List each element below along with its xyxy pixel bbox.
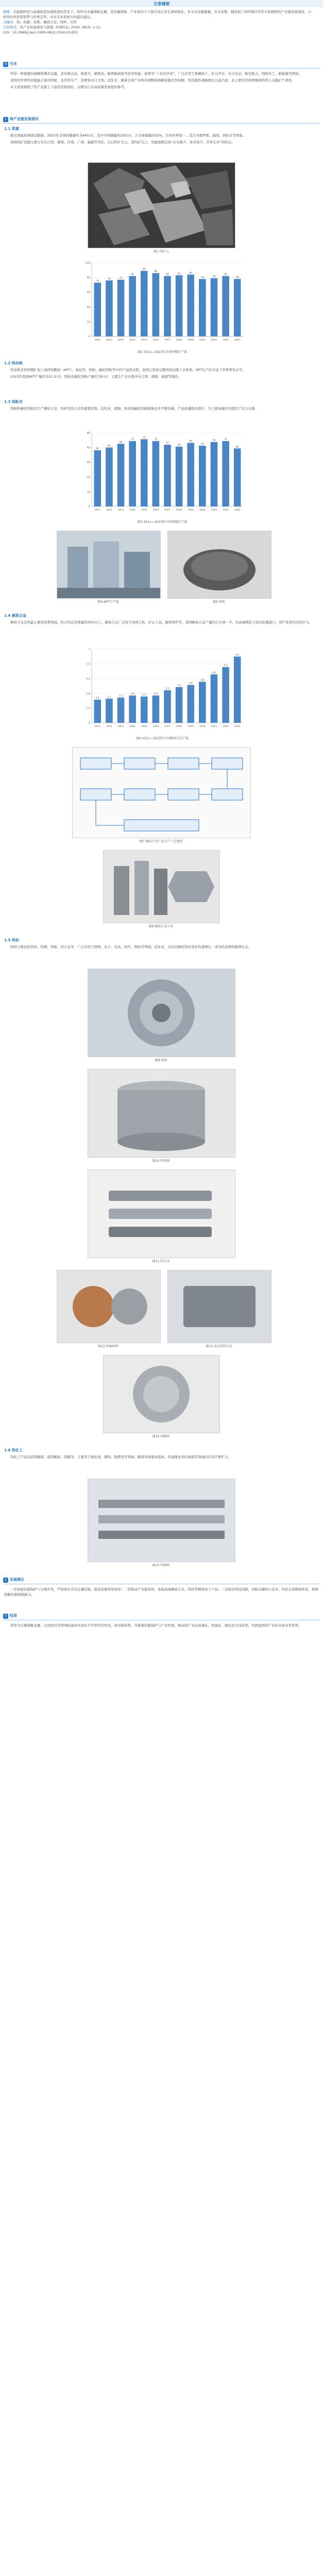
data-label: 61 [96,447,99,450]
paragraph: 钨冶炼是将钨精矿加工成仲钨酸铵（APT）、氧化钨、钨粉、碳化钨粉等中间产品的过程。我国已形成完整的钨冶炼工业体系，APT生产技术处于世界领先水平。 [10,368,246,372]
x-tick-label: 2021 [211,509,217,512]
subsection-heading: 1.5 钨材 [4,938,19,942]
s3-paragraphs [4,944,318,950]
s1-2-paragraphs [4,367,318,379]
keywords: 关键词：钨；资源；冶炼；硬质合金；钨材；应用 [3,20,77,24]
bar [187,275,194,336]
data-label: 2.5 [142,693,146,697]
x-tick-label: 2013 [117,339,124,342]
x-tick-label: 2022 [223,725,229,728]
subsection-heading: 1.2 钨冶炼 [4,361,23,365]
data-label: 89 [142,268,146,271]
paragraph: 一是加强资源保护与合理开发，严格落实开采总量控制，提高资源利用效率；二是推动产业链延伸，发展高端硬质合金、钨材等精深加工产品；三是强化科技创新，突破关键核心技术；四是完善储备体系，增强战略资源保障能力。 [4,1587,318,1597]
keywords-text: 钨；资源；冶炼；硬质合金；钨材；应用 [16,20,77,24]
abstract: 摘要：在能源转型与高端制造加速推进的背景下，钨作为关键战略金属，其资源保障、产业格局与下游应用正发生深刻变化。本文从资源储量、开采冶炼、精深加工到终端应用等方面梳理钨产业链发展现状，分析国内外供需形势与价格走势，并对未来发展方向提出建议。 [3,10,311,19]
bar [187,443,194,506]
carbide-tools-photo [103,850,220,923]
bar [234,656,241,723]
data-label: 66 [200,443,204,446]
subsection-heading: 1.1 资源 [4,127,19,131]
x-tick-label: 2014 [129,339,135,342]
y-tick-label: 40 [87,306,90,309]
paragraph: 钨化工产品包括钨酸钠、偏钨酸铵、钨酸等，主要用于催化剂、颜料、阻燃剂等领域。随着环保要求提高，钨基催化剂在脱硝等领域的应用不断扩大。 [10,1455,231,1459]
y-tick-label: 0 [88,722,90,725]
x-tick-label: 2016 [152,339,159,342]
bar [211,442,218,506]
y-tick-label: 48 [87,461,90,465]
x-tick-label: 2021 [211,725,217,728]
section-title: 结语 [9,1614,17,1618]
article-meta [3,9,312,35]
y-tick-label: 64 [87,446,90,450]
section-heading-2 [3,1577,319,1584]
bar [117,444,125,506]
bar [117,280,125,336]
bar [141,271,148,336]
paragraph: 据美国地质调查局数据，2023年全球钨储量约为440万t，其中中国储量约230万t，占全球储量的52%，位居世界第一。其次为俄罗斯、越南、西班牙等国家。 [10,133,246,138]
y-tick-label: 4.2 [86,677,90,681]
x-tick-label: 2017 [164,509,171,512]
data-label: 3.1 [165,687,169,690]
chart-global-output [77,258,247,348]
bar [129,696,136,723]
bar [106,280,113,336]
process-flow-diagram [72,747,251,838]
tungsten-ore-photo [88,162,235,248]
section-title: 钨产业链发展现状 [9,117,39,121]
x-tick-label: 2023 [234,339,241,342]
y-tick-label: 2.8 [86,692,90,696]
subsection-heading: 1.3 钨粉末 [4,400,23,404]
tungsten-wire-photo [88,969,235,1057]
data-label: 84 [189,272,193,275]
x-tick-label: 2021 [211,339,217,342]
x-tick-label: 2018 [176,725,182,728]
section-title: 引言 [9,62,17,66]
keywords-label: 关键词 [3,20,13,24]
paragraph: 钨粉和碳化钨粉是生产硬质合金、钨材及钨合金的重要原料。近年来，超细、纳米级碳化钨粉制备技术不断突破，产品质量稳步提升，为下游高端应用提供了有力支撑。 [10,406,258,411]
bar [152,441,160,506]
y-tick-label: 32 [87,476,90,479]
x-tick-label: 2013 [117,725,124,728]
bar [211,674,218,723]
x-tick-label: 2011 [94,339,101,342]
bar [117,698,125,723]
data-label: 78 [200,276,204,279]
figure-caption: 图10 钨坩埚 [152,1159,170,1163]
paragraph: 钨材主要包括钨丝、钨棒、钨板、钨合金等，广泛应用于照明、电子、光伏、医疗、国防等领域。近年来，光伏切割用钨丝需求快速增长，成为钨消费的新增长点。 [10,945,251,949]
bar [164,276,171,336]
bar [234,279,241,336]
doi-text[interactable]: 10.3969/j.issn.1009-0622.2024.03.001 [12,30,78,35]
data-label: 67 [166,442,169,445]
x-tick-label: 2020 [199,509,206,512]
x-tick-label: 2013 [117,509,124,512]
data-label: 86 [154,270,158,274]
data-label: 2.6 [130,692,134,696]
top-bar [0,0,323,7]
x-tick-label: 2016 [152,509,159,512]
paragraph: 钨是一种重要的战略性稀有金属，具有熔点高、密度大、硬度高、耐磨耐腐蚀等优异性能，被誉为“工业的牙齿”，广泛应用于机械加工、矿山开采、电子信息、航空航天、国防军工、新能源等领域。 [10,72,302,76]
paragraph: 硬质合金是钨最主要的消费领域，约占钨总消费量的55%以上。硬质合金广泛用于切削刀具、矿山工具、耐磨零件等。我国硬质合金产量约占全球一半，但高端数控刀具仍依赖进口，国产化替代空间巨大。 [10,620,313,624]
data-label: 78 [235,276,239,279]
x-tick-label: 2015 [141,725,147,728]
data-label: 83 [177,273,181,276]
data-label: 76 [108,278,111,281]
data-label: 71 [131,438,134,442]
paragraph: 本文系统梳理了钨产业链上下游的发展现状，以期为行业高质量发展提供参考。 [10,85,128,89]
y-tick-label: 100 [85,262,90,265]
data-label: 3.4 [177,684,181,687]
x-tick-label: 2022 [223,509,229,512]
chart-background [77,258,247,348]
figure-caption: 图5 钨粉 [213,600,225,604]
bar [211,278,218,336]
figure-caption: 图14 钨靶材 [152,1435,170,1438]
x-tick-label: 2018 [176,509,182,512]
y-tick-label: 7 [88,648,90,651]
figure-caption: 图12 钨铜材料 [98,1345,118,1348]
x-tick-label: 2014 [129,509,135,512]
bar [152,696,160,723]
data-label: 69 [189,440,193,443]
figure-caption: 图9 钨丝 [155,1059,167,1062]
bar [199,279,206,336]
data-label: 73 [142,436,146,439]
data-label: 4.6 [212,672,216,675]
x-tick-label: 2019 [188,725,194,728]
figure-caption: 图1 钨矿石 [153,250,169,253]
x-tick-label: 2023 [234,509,241,512]
figure-caption: 图15 钨棒材 [152,1564,170,1567]
bar [222,276,229,336]
cite-label: 引用格式 [3,25,16,29]
data-label: 2.4 [118,694,123,698]
data-label: 6.3 [235,654,240,657]
s2-paragraphs [4,620,318,625]
section-number: 3 [3,1614,8,1619]
y-tick-label: 0 [88,505,90,509]
bar [141,439,148,506]
chart-caption: 图2 2011—2023年全球钨精矿产量 [137,350,188,354]
x-tick-label: 2012 [106,725,112,728]
heavy-alloy-photo [167,1270,271,1343]
paragraph: 我国钨矿资源主要分布在江西、湖南、河南、广西、福建等省区，以白钨矿为主，黑钨矿次之，资源禀赋呈现“白多黑少、贫多富少、共伴生多”的特点。 [10,140,235,144]
x-tick-label: 2014 [129,725,135,728]
data-label: 71 [224,438,227,442]
subsection-heading: 1.4 硬质合金 [4,614,26,618]
abstract-text: 在能源转型与高端制造加速推进的背景下，钨作为关键战略金属，其资源保障、产业格局与下游应用正发生深刻变化。本文从资源储量、开采冶炼、精深加工到终端应用等方面梳理钨产业链发展现状，分析国内外供需形势与价格走势，并对未来发展方向提出建议。 [3,10,311,19]
section-number: 0 [3,62,8,67]
x-tick-label: 2016 [152,725,159,728]
data-label: 82 [166,273,169,276]
x-tick-label: 2022 [223,339,229,342]
x-tick-label: 2015 [141,509,147,512]
data-label: 71 [154,438,158,442]
chart-china-output [77,428,247,518]
chart-carbide-output [77,644,247,734]
s1-1-paragraphs [4,133,318,145]
data-label: 77 [119,277,123,280]
data-label: 3.6 [189,682,193,685]
bar [199,682,206,723]
section-number: 2 [3,1578,8,1583]
bar [129,276,136,336]
tungsten-alloy-photo [88,1170,235,1258]
data-label: 65 [177,444,181,447]
apt-production-photo [57,531,161,599]
doi: DOI：10.3969/j.issn.1009-0622.2024.03.001 [3,30,78,35]
bar [106,448,113,506]
bar [187,685,194,723]
x-tick-label: 2018 [176,339,182,342]
tungsten-copper-photo [57,1270,161,1343]
bar [106,699,113,723]
bar [176,447,183,506]
y-tick-label: 80 [87,276,90,280]
bar [222,667,229,723]
bar [129,441,136,506]
x-tick-label: 2012 [106,509,112,512]
figure-caption: 图8 硬质合金刀具 [148,925,174,928]
bar [234,448,241,506]
paragraph: 钨作为关键战略金属，在国民经济和国防建设中具有不可替代的作用。面对新形势，应统筹资源保护与产业发展，推动钨产业向高端化、智能化、绿色化方向转型，巩固我国钨产业的全球竞争优势。 [10,1623,302,1628]
data-label: 64 [108,445,111,448]
subsection-heading: 1.6 钨化工 [4,1448,23,1452]
tungsten-rod-photo [88,1479,235,1562]
data-label: 70 [212,439,216,442]
x-tick-label: 2017 [164,339,171,342]
y-tick-label: 1.4 [86,707,90,710]
x-tick-label: 2019 [188,339,194,342]
figure-caption: 图13 高比重钨合金 [206,1345,232,1348]
tungsten-powder-photo [167,531,271,599]
s5-paragraphs [4,1587,318,1597]
data-label: 68 [119,441,123,444]
figure-caption: 图11 钨合金 [152,1260,170,1263]
figure-caption: 图4 APT生产线 [97,600,119,604]
x-tick-label: 2011 [94,725,101,728]
figure-caption: 图7 硬质合金产品生产工艺流程 [139,840,183,843]
bar [222,441,229,506]
x-tick-label: 2015 [141,339,147,342]
s6-paragraphs [4,1623,318,1628]
bar [199,446,206,506]
section-number: 1 [3,117,8,122]
bar [176,275,183,336]
section-heading-3 [3,1613,319,1620]
data-label: 5.3 [224,664,228,667]
bar [94,450,101,506]
s4-paragraphs [4,1454,318,1460]
bar [164,690,171,723]
y-tick-label: 20 [87,320,90,324]
data-label: 2.6 [154,692,158,696]
paragraph: 我国是世界钨资源最丰富的国家，也是钨生产、消费和出口大国。近年来，随着全球产业格局调整和战略资源竞争加剧，钨资源的战略地位日益凸显，各主要经济体相继将钨列入关键矿产清单。 [10,78,295,82]
y-tick-label: 80 [87,432,90,435]
data-label: 82 [131,273,134,276]
bar [176,687,183,723]
citation: 引用格式：钨产业发展现状与展望. 中国钨业, 2024, 39(3): 1-12. [3,25,101,29]
y-tick-label: 5.6 [86,663,90,666]
s1-3-paragraphs [4,406,318,411]
section-title: 发展建议 [9,1578,24,1582]
bar [94,700,101,723]
paragraph: 2023年我国APT产量约为11.5万t，钨粉及碳化钨粉产量约为9万t，主要生产企业集中在江西、湖南、福建等地区。 [10,375,182,379]
x-tick-label: 2017 [164,725,171,728]
data-label: 82 [224,273,227,276]
data-label: 2.3 [107,696,111,699]
section-heading-1 [3,116,319,124]
bar [141,697,148,723]
x-tick-label: 2011 [94,509,101,512]
chart-background [77,644,247,734]
bar [152,273,160,336]
x-tick-label: 2012 [106,339,112,342]
y-tick-label: 0 [88,335,90,338]
doi-label: DOI [3,30,10,35]
intro-paragraphs [4,71,318,90]
chart-caption: 图6 2011—2023年中国硬质合金产量 [135,737,189,740]
x-tick-label: 2020 [199,725,206,728]
y-tick-label: 60 [87,291,90,295]
data-label: 2.2 [95,697,99,700]
data-label: 73 [96,280,99,283]
data-label: 3.9 [200,679,205,682]
bar [164,445,171,506]
tungsten-target-photo [103,1355,220,1433]
x-tick-label: 2019 [188,509,194,512]
abstract-label: 摘要 [3,10,10,14]
page-title: 文章摘要 [153,2,170,6]
y-tick-label: 16 [87,490,90,494]
section-heading-intro [3,61,319,69]
x-tick-label: 2023 [234,725,241,728]
data-label: 79 [212,276,216,279]
bar [94,283,101,336]
tungsten-crucible-photo [88,1069,235,1158]
chart-caption: 图3 2011—2023年中国钨精矿产量 [137,520,188,524]
x-tick-label: 2020 [199,339,206,342]
data-label: 63 [235,446,239,449]
cite-text: 钨产业发展现状与展望. 中国钨业, 2024, 39(3): 1-12. [20,25,101,29]
chart-background [77,428,247,518]
